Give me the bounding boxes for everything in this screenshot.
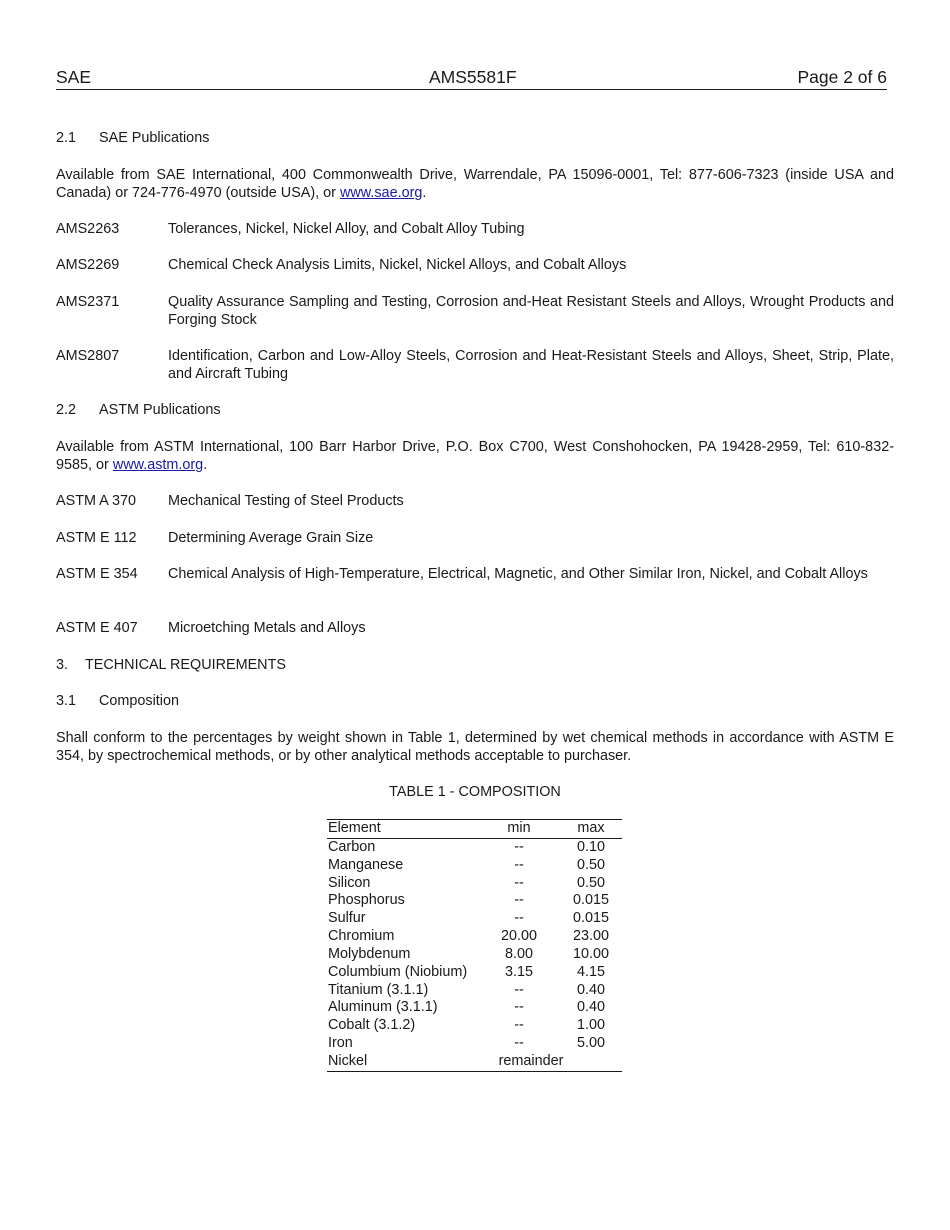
cell-min: 3.15 [504,963,533,980]
section-number: 2.1 [56,130,77,146]
reference-description: Quality Assurance Sampling and Testing, Corrosion and-Heat Resistant Steels and Alloys, Wrought Products and Forging Stock [168,294,894,328]
table-row [327,857,622,875]
table-row [327,964,622,982]
section-3-heading [56,656,894,674]
cell-element: Carbon [328,838,376,855]
cell-max: 0.40 [576,981,605,998]
cell-max: 0.015 [572,910,609,927]
sentence-end: . [422,185,427,201]
cell-element: Iron [328,1035,353,1052]
table-row [327,1053,622,1071]
cell-element: Molybdenum [328,945,411,962]
cell-min: -- [514,874,524,891]
cell-element: Columbium (Niobium) [328,963,468,980]
reference-code: ASTM E 112 [56,530,137,546]
reference-description: Microetching Metals and Alloys [168,620,366,636]
table-row [327,1017,622,1035]
page-header [56,67,887,90]
cell-element: Silicon [328,874,371,891]
section-title: Composition [99,693,179,709]
cell-min: -- [514,838,524,855]
table-row [327,910,622,928]
reference-description: Chemical Analysis of High-Temperature, Electrical, Magnetic, and Other Similar Iron, Nickel, and Cobalt Alloys [168,566,868,582]
cell-max: 0.40 [576,999,605,1016]
cell-min: -- [514,1017,524,1034]
cell-max: 0.50 [576,856,605,873]
cell-element: Nickel [328,1052,368,1069]
column-header-min: min [507,820,531,836]
availability-text: Available from SAE International, 400 Commonwealth Drive, Warrendale, PA 15096-0001, Tel: 877-606-7323 (inside USA and Canada) or 724-776-4970 (outside USA), or [56,167,894,201]
reference-code: ASTM E 407 [56,620,138,636]
availability-text: Available from ASTM International, 100 Barr Harbor Drive, P.O. Box C700, West Conshohocken, PA 19428-2959, Tel: 610-832-9585, or [56,439,894,473]
table-row [327,999,622,1017]
astm-availability-paragraph [56,438,894,474]
section-number: 2.2 [56,402,77,418]
table-row [327,892,622,910]
cell-min: -- [514,999,524,1016]
cell-min: -- [514,892,524,909]
cell-element: Titanium (3.1.1) [328,981,429,998]
cell-element: Sulfur [328,910,366,927]
header-doc-number: AMS5581F [429,67,517,87]
reference-description: Identification, Carbon and Low-Alloy Steels, Corrosion and Heat-Resistant Steels and Alloys, Sheet, Strip, Plate, and Aircraft Tubing [168,348,894,382]
cell-min: -- [514,981,524,998]
section-title: SAE Publications [99,130,210,146]
table-title: TABLE 1 - COMPOSITION [389,784,561,800]
header-org: SAE [56,67,92,87]
column-header-max: max [577,820,605,836]
cell-min: -- [514,1035,524,1052]
cell-max: 1.00 [576,1017,605,1034]
table-header-row [327,820,622,839]
reference-description: Tolerances, Nickel, Nickel Alloy, and Cobalt Alloy Tubing [168,221,525,237]
reference-code: ASTM A 370 [56,493,136,509]
astm-website-link[interactable]: www.astm.org [112,457,204,473]
composition-paragraph: Shall conform to the percentages by weight shown in Table 1, determined by wet chemical methods in accordance with ASTM E 354, by spectrochemical methods, or by other analytical methods acceptable to purchaser. [56,730,894,764]
cell-element: Phosphorus [328,892,405,909]
reference-description: Determining Average Grain Size [168,530,374,546]
section-number: 3. [56,657,69,673]
table-row [327,982,622,1000]
cell-min: 8.00 [504,945,533,962]
section-2-2-heading [56,401,894,419]
cell-max: 10.00 [572,945,609,962]
reference-code: AMS2263 [56,221,120,237]
cell-max: 4.15 [576,963,605,980]
cell-max: 5.00 [576,1035,605,1052]
reference-code: AMS2269 [56,257,120,273]
reference-description: Mechanical Testing of Steel Products [168,493,404,509]
cell-max: 0.50 [576,874,605,891]
sae-website-link[interactable]: www.sae.org [339,185,423,201]
reference-code: AMS2807 [56,348,120,364]
reference-description: Chemical Check Analysis Limits, Nickel, Nickel Alloys, and Cobalt Alloys [168,257,627,273]
cell-min: remainder [498,1052,564,1069]
section-number: 3.1 [56,693,77,709]
table-row [327,839,622,857]
cell-max: 0.10 [576,838,605,855]
section-3-1-heading [56,692,894,710]
cell-max: 0.015 [572,892,609,909]
table-row [327,946,622,964]
composition-table [327,819,622,1072]
section-title: TECHNICAL REQUIREMENTS [85,657,286,673]
cell-element: Manganese [328,856,404,873]
cell-max: 23.00 [572,928,609,945]
header-page-number: Page 2 of 6 [797,67,887,87]
cell-min: 20.00 [500,928,537,945]
cell-element: Aluminum (3.1.1) [328,999,438,1016]
table-row [327,875,622,893]
cell-min: -- [514,910,524,927]
column-header-element: Element [328,820,381,836]
cell-min: -- [514,856,524,873]
section-title: ASTM Publications [99,402,221,418]
cell-element: Chromium [328,928,395,945]
reference-code: ASTM E 354 [56,566,138,582]
section-2-1-heading [56,129,894,147]
table-row [327,1035,622,1053]
reference-code: AMS2371 [56,294,120,310]
cell-element: Cobalt (3.1.2) [328,1017,416,1034]
sentence-end: . [203,457,208,473]
table-row [327,928,622,946]
sae-availability-paragraph [56,166,894,202]
